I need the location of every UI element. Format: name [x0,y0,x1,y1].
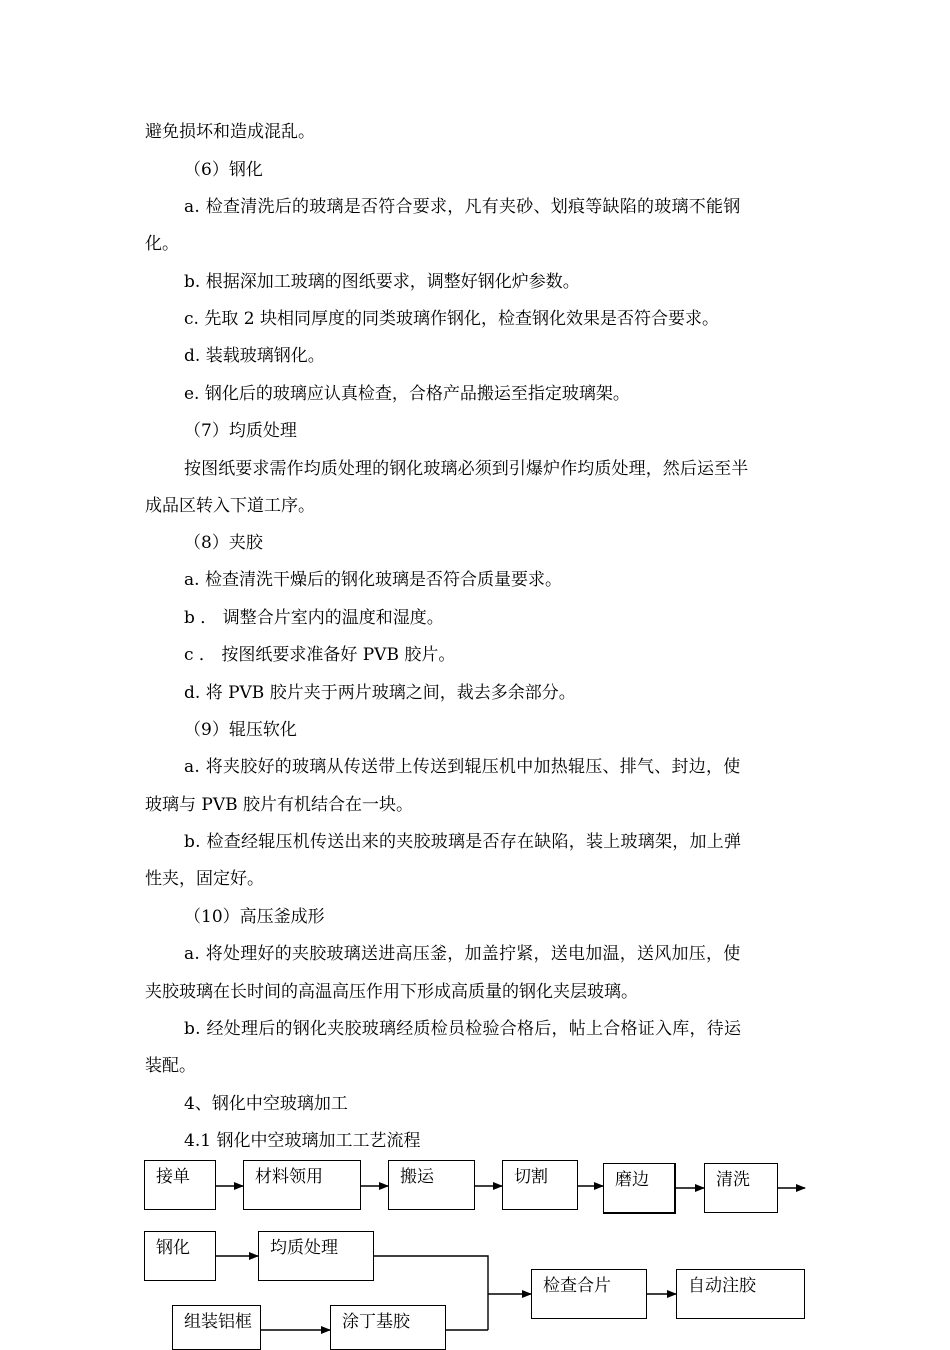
text-line: d. 将 PVB 胶片夹于两片玻璃之间，裁去多余部分。 [184,683,576,703]
text-line: a. 检查清洗干燥后的钢化玻璃是否符合质量要求。 [184,570,562,590]
text-line: b. 检查经辊压机传送出来的夹胶玻璃是否存在缺陷，装上玻璃架，加上弹 [184,832,742,852]
text-line: 夹胶玻璃在长时间的高温高压作用下形成高质量的钢化夹层玻璃。 [145,982,638,1002]
section-heading: （6）钢化 [184,160,263,180]
text-line: a. 检查清洗后的玻璃是否符合要求，凡有夹砂、划痕等缺陷的玻璃不能钢 [184,197,741,217]
flow-step-box: 材料领用 [243,1160,361,1210]
section-heading: （9）辊压软化 [184,720,297,740]
flow-step-box: 涂丁基胶 [330,1305,446,1350]
flow-step-box: 钢化 [144,1231,216,1281]
text-line: a. 将处理好的夹胶玻璃送进高压釜，加盖拧紧，送电加温，送风加压，使 [184,944,741,964]
section-heading: 4.1 钢化中空玻璃加工工艺流程 [184,1131,421,1151]
text-line: b. 经处理后的钢化夹胶玻璃经质检员检验合格后，帖上合格证入库，待运 [184,1019,742,1039]
flow-step-box: 搬运 [388,1160,475,1210]
text-line: 按图纸要求需作均质处理的钢化玻璃必须到引爆炉作均质处理，然后运至半 [184,459,749,479]
section-heading: （7）均质处理 [184,421,297,441]
text-line: c. 先取 2 块相同厚度的同类玻璃作钢化，检查钢化效果是否符合要求。 [184,309,719,329]
text-line: 玻璃与 PVB 胶片有机结合在一块。 [145,795,414,815]
text-line: b. 根据深加工玻璃的图纸要求，调整好钢化炉参数。 [184,272,580,292]
section-heading: （8）夹胶 [184,533,263,553]
flow-step-box: 自动注胶 [676,1269,805,1319]
flow-step-box: 均质处理 [258,1231,374,1281]
flow-step-box: 清洗 [704,1163,778,1213]
section-heading: （10）高压釜成形 [184,907,325,927]
text-line: 装配。 [145,1056,196,1076]
flow-step-box: 检查合片 [531,1269,647,1319]
text-line: d. 装载玻璃钢化。 [184,346,325,366]
text-line: b ． 调整合片室内的温度和湿度。 [184,608,444,628]
text-line: 化。 [145,234,179,254]
section-heading: 4、钢化中空玻璃加工 [184,1094,348,1114]
text-line: 避免损坏和造成混乱。 [145,122,315,142]
text-line: a. 将夹胶好的玻璃从传送带上传送到辊压机中加热辊压、排气、封边，使 [184,757,741,777]
flow-step-box: 组装铝框 [172,1305,261,1350]
flow-step-box: 磨边 [603,1163,676,1214]
text-line: 成品区转入下道工序。 [145,496,315,516]
flow-step-box: 接单 [144,1160,216,1210]
text-line: c ． 按图纸要求准备好 PVB 胶片。 [184,645,456,665]
text-line: 性夹，固定好。 [145,869,264,889]
text-line: e. 钢化后的玻璃应认真检查，合格产品搬运至指定玻璃架。 [184,384,630,404]
flow-step-box: 切割 [502,1160,578,1210]
